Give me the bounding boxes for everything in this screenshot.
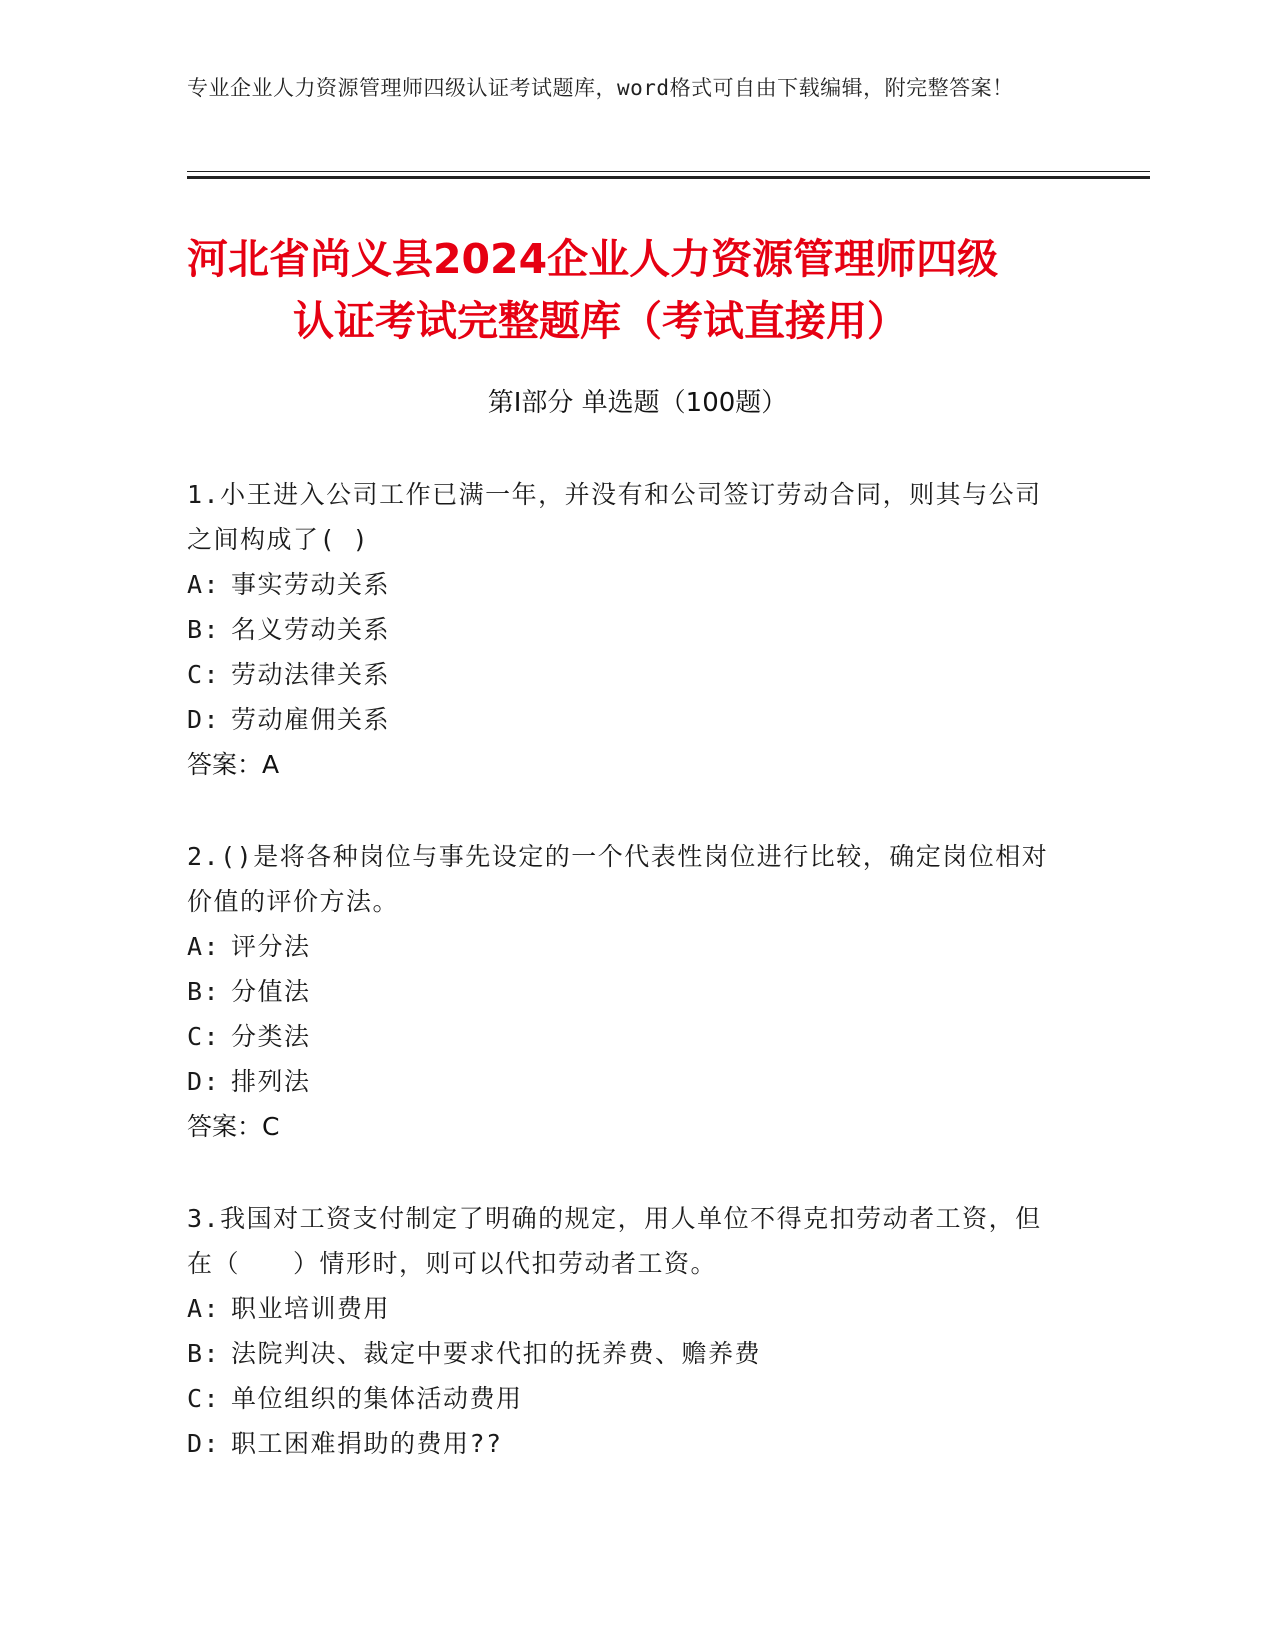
option-text: 劳动法律关系 [231,660,391,689]
question-stem: 1.小王进入公司工作已满一年，并没有和公司签订劳动合同，则其与公司之间构成了( ) [187,480,1042,554]
question-3 [187,1196,1067,1466]
option-letter: B: [187,615,221,644]
option-text: 排列法 [231,1067,311,1096]
option-text: 职业培训费用 [231,1294,391,1323]
question-2 [187,834,1067,1149]
option-letter: B: [187,1339,221,1368]
option-text: 单位组织的集体活动费用 [231,1384,523,1413]
option-b [187,607,1067,652]
header-rule-thin [187,171,1150,172]
option-c [187,652,1067,697]
option-text: 职工困难捐助的费用?? [231,1429,503,1458]
option-letter: A: [187,570,221,599]
option-letter: B: [187,977,221,1006]
option-letter: D: [187,1067,221,1096]
option-text: 评分法 [231,932,311,961]
option-letter: D: [187,1429,221,1458]
question-1 [187,472,1067,787]
option-letter: C: [187,660,221,689]
option-text: 事实劳动关系 [231,570,391,599]
option-d [187,1059,1067,1104]
answer-line: 答案：C [187,1112,280,1141]
option-a [187,562,1067,607]
option-text: 劳动雇佣关系 [231,705,391,734]
option-b [187,969,1067,1014]
option-text: 分类法 [231,1022,311,1051]
option-b [187,1331,1067,1376]
section-heading: 第I部分 单选题（100题） [487,388,788,418]
option-c [187,1014,1067,1059]
option-text: 名义劳动关系 [231,615,391,644]
option-letter: C: [187,1022,221,1051]
option-c [187,1376,1067,1421]
answer-line: 答案：A [187,750,280,779]
question-stem: 3.我国对工资支付制定了明确的规定，用人单位不得克扣劳动者工资，但在（ ）情形时，则可以代扣劳动者工资。 [187,1204,1042,1278]
option-letter: A: [187,932,221,961]
header-note: 专业企业人力资源管理师四级认证考试题库，word格式可自由下载编辑，附完整答案！ [187,76,1014,100]
question-stem: 2.()是将各种岗位与事先设定的一个代表性岗位进行比较，确定岗位相对价值的评价方法。 [187,842,1049,916]
option-a [187,1286,1067,1331]
option-text: 分值法 [231,977,311,1006]
option-letter: C: [187,1384,221,1413]
title-line-1: 河北省尚义县2024企业人力资源管理师四级 [187,235,999,283]
option-letter: A: [187,1294,221,1323]
option-letter: D: [187,705,221,734]
option-text: 法院判决、裁定中要求代扣的抚养费、赡养费 [231,1339,762,1368]
header-rule-thick [187,176,1150,179]
document-title [187,228,1087,352]
title-line-2: 认证考试完整题库（考试直接用） [293,297,908,345]
option-a [187,924,1067,969]
option-d [187,697,1067,742]
option-d [187,1421,1067,1466]
question-list [187,472,1067,1513]
